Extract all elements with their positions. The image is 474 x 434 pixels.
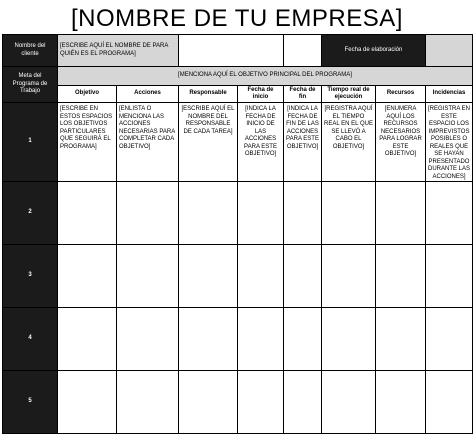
column-header: Recursos [376,86,426,103]
table-cell[interactable]: [ENLISTA O MENCIONA LAS ACCIONES NECESARIAS PARA COMPLETAR CADA OBJETIVO] [117,103,179,182]
table-cell[interactable] [58,182,117,245]
table-cell[interactable] [238,245,284,308]
table-cell[interactable] [117,371,179,434]
row-number: 3 [3,245,58,308]
table-cell[interactable]: [INDICA LA FECHA DE INICIO DE LAS ACCIONES PARA ESTE OBJETIVO] [238,103,284,182]
column-header-row [3,86,473,103]
table-cell[interactable] [238,371,284,434]
fecha-elaboracion-value[interactable] [426,35,473,67]
table-cell[interactable] [58,308,117,371]
table-cell[interactable] [284,308,322,371]
column-header: Tiempo real de ejecución [322,86,376,103]
column-header: Incidencias [426,86,473,103]
table-cell[interactable] [58,371,117,434]
table-cell[interactable] [284,371,322,434]
table-cell[interactable] [284,182,322,245]
table-cell[interactable] [117,182,179,245]
table-cell[interactable] [117,245,179,308]
table-row [3,182,473,245]
table-cell[interactable] [426,308,473,371]
table-cell[interactable] [376,371,426,434]
table-cell[interactable] [179,182,238,245]
table-cell[interactable] [322,182,376,245]
client-blank-cell[interactable] [284,35,322,67]
table-cell[interactable]: [ENUMERA AQUÍ LOS RECURSOS NECESARIOS PARA LOGRAR ESTE OBJETIVO] [376,103,426,182]
work-program-table [2,34,473,434]
company-name-title[interactable]: [NOMBRE DE TU EMPRESA] [71,5,403,32]
table-cell[interactable]: [ESCRIBE AQUÍ EL NOMBRE DEL RESPONSABLE DE CADA TAREA] [179,103,238,182]
table-cell[interactable]: [ESCRIBE EN ESTOS ESPACIOS LOS OBJETIVOS PARTICULARES QUE SEGUIRÁ EL PROGRAMA] [58,103,117,182]
client-name-input[interactable]: [ESCRIBE AQUÍ EL NOMBRE DE PARA QUIÉN ES EL PROGRAMA] [58,35,179,67]
table-cell[interactable] [426,371,473,434]
table-cell[interactable]: [INDICA LA FECHA DE FIN DE LAS ACCIONES PARA ESTE OBJETIVO] [284,103,322,182]
table-cell[interactable] [58,245,117,308]
table-row [3,103,473,182]
column-header: Fecha de fin [284,86,322,103]
table-cell[interactable] [284,245,322,308]
table-cell[interactable] [322,371,376,434]
column-header: Responsable [179,86,238,103]
client-name-label: Nombre del cliente [3,35,58,67]
table-row [3,308,473,371]
table-cell[interactable] [322,245,376,308]
table-row [3,371,473,434]
meta-row [3,67,473,86]
program-objective-input[interactable]: [MENCIONA AQUÍ EL OBJETIVO PRINCIPAL DEL PROGRAMA] [58,67,473,86]
table-cell[interactable] [426,245,473,308]
table-cell[interactable] [179,245,238,308]
column-header: Fecha de inicio [238,86,284,103]
row-number: 2 [3,182,58,245]
row-number: 5 [3,371,58,434]
column-header: Objetivo [58,86,117,103]
row-number: 4 [3,308,58,371]
table-cell[interactable] [117,308,179,371]
client-name-extra-cell[interactable] [179,35,284,67]
row-number: 1 [3,103,58,182]
table-cell[interactable] [179,371,238,434]
table-row [3,245,473,308]
table-cell[interactable] [238,182,284,245]
table-cell[interactable] [376,308,426,371]
meta-programa-label: Meta del Programa de Trabajo [3,67,58,103]
client-row [3,35,473,67]
table-cell[interactable] [376,245,426,308]
fecha-elaboracion-label: Fecha de elaboración [322,35,426,67]
table-cell[interactable]: [REGISTRA AQUÍ EL TIEMPO REAL EN EL QUE SE LLEVÓ A CABO EL OBJETIVO] [322,103,376,182]
table-cell[interactable] [376,182,426,245]
column-header: Acciones [117,86,179,103]
table-cell[interactable]: [REGISTRA EN ESTE ESPACIO LOS IMPREVISTOS POSIBLES O REALES QUE SE HAYAN PRESENTADO DURANTE LAS ACCIONES] [426,103,473,182]
table-cell[interactable] [179,308,238,371]
table-cell[interactable] [426,182,473,245]
table-cell[interactable] [238,308,284,371]
table-cell[interactable] [322,308,376,371]
